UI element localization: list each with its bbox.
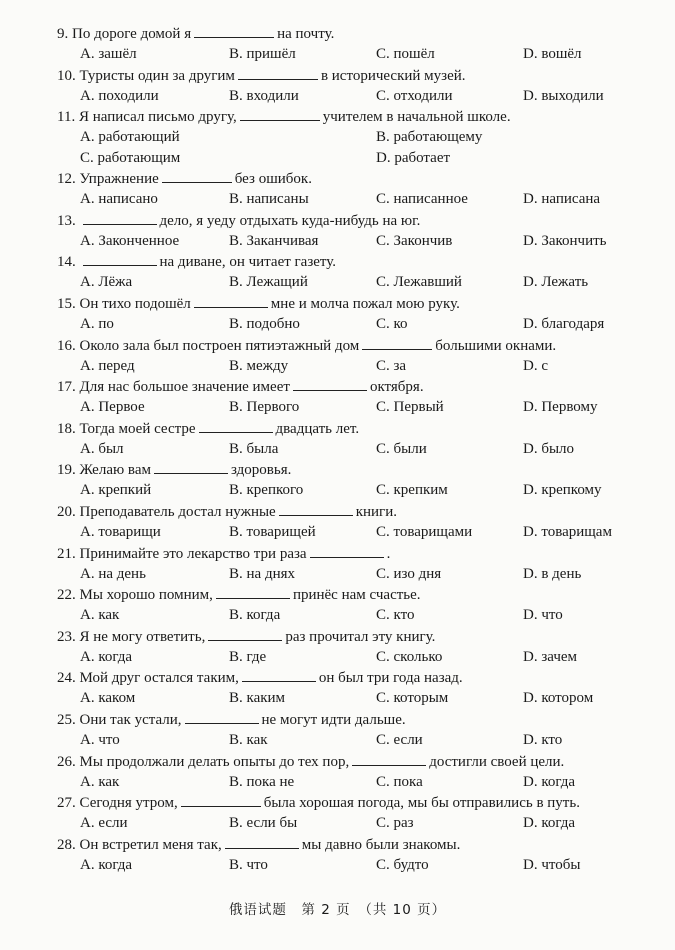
question-number: 14. — [57, 254, 76, 271]
option-d: D. Лежать — [523, 274, 589, 291]
question-item — [0, 252, 675, 294]
option-c: C. за — [376, 357, 407, 374]
option-c: C. пошёл — [376, 46, 435, 62]
option-d: D. котором — [523, 690, 594, 707]
question-number: 15. — [57, 295, 76, 312]
option-a: A. когда — [80, 856, 133, 873]
answer-blank — [83, 252, 157, 266]
question-text-after-blank: . — [386, 545, 391, 562]
option-d: D. когда — [523, 773, 576, 790]
option-a: A. перед — [80, 357, 135, 374]
question-stem — [57, 252, 336, 272]
option-a: A. как — [80, 773, 120, 790]
option-d: D. Закончить — [523, 232, 607, 249]
option-b: B. Заканчивая — [229, 232, 319, 249]
question-stem — [57, 627, 435, 647]
question-number: 17. — [57, 379, 76, 396]
option-a: A. если — [80, 815, 128, 832]
question-number: 23. — [57, 628, 76, 645]
option-b: B. когда — [229, 607, 281, 624]
question-item — [0, 377, 675, 419]
answer-blank — [208, 627, 282, 641]
question-text-after-blank: учителем в начальной школе. — [322, 109, 511, 126]
options-row — [0, 273, 675, 293]
question-text-after-blank: достигли своей цели. — [429, 753, 565, 770]
options-row — [0, 315, 675, 335]
question-stem — [57, 419, 359, 439]
answer-blank — [162, 169, 232, 183]
question-text-before-blank: Тогда моей сестре — [79, 420, 196, 437]
option-d: D. зачем — [523, 648, 578, 665]
option-b: B. Первого — [229, 399, 300, 416]
option-c: C. товарищами — [376, 523, 473, 540]
question-text-after-blank: на диване, он читает газету. — [159, 254, 337, 271]
question-number: 11. — [57, 109, 76, 126]
option-a: A. Законченное — [80, 232, 180, 249]
option-d: D. благодаря — [523, 315, 605, 332]
options-row — [0, 689, 675, 709]
option-a: A. когда — [80, 648, 133, 665]
question-item — [0, 211, 675, 253]
question-text-before-blank: Упражнение — [79, 171, 159, 188]
option-a: A. товарищи — [80, 523, 161, 540]
question-number: 21. — [57, 545, 76, 562]
answer-blank — [154, 460, 228, 474]
question-text-before-blank: Мой друг остался таким, — [79, 670, 239, 687]
options-row — [0, 814, 675, 834]
options-row — [0, 398, 675, 418]
question-item — [0, 24, 675, 66]
option-c: C. крепким — [376, 482, 448, 499]
question-text-after-blank: была хорошая погода, мы бы отправились в путь. — [263, 795, 580, 812]
answer-blank — [185, 710, 259, 724]
question-item — [0, 668, 675, 710]
question-text-after-blank: он был три года назад. — [318, 670, 463, 687]
option-d: D. что — [523, 607, 563, 624]
question-text-before-blank: Мы продолжали делать опыты до тех пор, — [79, 753, 350, 770]
question-text-after-blank: дело, я уеду отдыхать куда-нибудь на юг. — [159, 212, 421, 229]
option-b: B. входили — [229, 87, 299, 104]
question-number: 25. — [57, 711, 76, 728]
option-b: B. пока не — [229, 773, 295, 790]
answer-blank — [194, 24, 274, 38]
question-number: 27. — [57, 795, 76, 812]
options-row — [0, 481, 675, 501]
question-item — [0, 710, 675, 752]
question-item — [0, 752, 675, 794]
option-a: A. работающий — [80, 129, 180, 146]
option-c: C. были — [376, 440, 427, 457]
option-d: D. Первому — [523, 399, 598, 416]
question-item — [0, 585, 675, 627]
question-stem — [57, 107, 511, 127]
question-text-after-blank: принёс нам счастье. — [292, 587, 421, 604]
answer-blank — [279, 502, 353, 516]
question-item — [0, 169, 675, 211]
question-number: 26. — [57, 753, 76, 770]
question-text-before-blank: Сегодня утром, — [79, 795, 178, 812]
option-a: A. что — [80, 731, 120, 748]
option-c: C. сколько — [376, 648, 443, 665]
options-row — [0, 856, 675, 876]
question-number: 19. — [57, 462, 76, 479]
question-stem — [57, 377, 424, 397]
option-a: A. Лёжа — [80, 274, 133, 291]
option-c: C. ко — [376, 315, 408, 332]
option-d: D. когда — [523, 815, 576, 832]
answer-blank — [352, 752, 426, 766]
option-a: A. зашёл — [80, 46, 137, 62]
option-d: D. с — [523, 357, 548, 374]
answer-blank — [310, 544, 384, 558]
option-c: C. пока — [376, 773, 423, 790]
question-stem — [57, 502, 397, 522]
option-b: B. что — [229, 856, 268, 873]
question-stem — [57, 294, 460, 314]
answer-blank — [238, 66, 318, 80]
question-stem — [57, 24, 334, 44]
answer-blank — [216, 585, 290, 599]
option-c: C. работающим — [80, 150, 181, 167]
question-stem — [57, 460, 291, 480]
options-row — [0, 648, 675, 668]
option-a: A. как — [80, 607, 120, 624]
question-text-before-blank: Я не могу ответить, — [79, 628, 206, 645]
options-row — [0, 440, 675, 460]
question-stem — [57, 211, 420, 231]
question-text-after-blank: октября. — [369, 379, 424, 396]
option-b: B. написаны — [229, 191, 309, 208]
option-a: A. по — [80, 315, 114, 332]
option-c: C. Закончив — [376, 232, 453, 249]
question-number: 13. — [57, 212, 76, 229]
option-a: A. крепкий — [80, 482, 152, 499]
page-footer: 俄语试题 第 2 页 （共 10 页） — [228, 902, 447, 918]
question-stem — [57, 710, 406, 730]
question-number: 20. — [57, 503, 76, 520]
question-stem — [57, 835, 460, 855]
option-c: C. отходили — [376, 87, 453, 104]
option-d: D. выходили — [523, 87, 604, 104]
question-text-before-blank: Мы хорошо помним, — [79, 587, 213, 604]
option-d: D. написана — [523, 191, 601, 208]
option-c: C. которым — [376, 690, 449, 707]
option-b: B. между — [229, 357, 289, 374]
options-row — [0, 232, 675, 252]
option-d: D. работает — [376, 150, 451, 167]
options-row — [0, 565, 675, 585]
question-item — [0, 544, 675, 586]
question-text-before-blank: Желаю вам — [79, 462, 151, 479]
options-row — [0, 87, 675, 107]
option-b: B. на днях — [229, 565, 295, 582]
question-stem — [57, 336, 556, 356]
option-c: C. написанное — [376, 191, 468, 208]
question-text-before-blank: Преподаватель достал нужные — [79, 503, 276, 520]
option-c: C. будто — [376, 856, 429, 873]
question-text-before-blank: Я написал письмо другу, — [78, 109, 237, 126]
option-c: C. если — [376, 731, 423, 748]
answer-blank — [194, 294, 268, 308]
option-c: C. раз — [376, 815, 414, 832]
question-text-after-blank: без ошибок. — [234, 171, 312, 188]
question-text-before-blank: Около зала был построен пятиэтажный дом — [79, 337, 360, 354]
answer-blank — [242, 668, 316, 682]
question-text-after-blank: книги. — [355, 503, 397, 520]
question-item — [0, 460, 675, 502]
question-text-before-blank: Он встретил меня так, — [79, 836, 222, 853]
question-text-after-blank: в исторический музей. — [320, 67, 466, 84]
options-row — [0, 128, 675, 148]
question-number: 9. — [57, 26, 69, 42]
option-a: A. на день — [80, 565, 146, 582]
option-a: A. Первое — [80, 399, 145, 416]
option-a: A. написано — [80, 191, 158, 208]
question-stem — [57, 668, 463, 688]
question-text-after-blank: большими окнами. — [435, 337, 557, 354]
option-b: B. крепкого — [229, 482, 304, 499]
question-text-after-blank: здоровья. — [230, 462, 292, 479]
question-item — [0, 793, 675, 835]
options-row — [0, 523, 675, 543]
question-number: 22. — [57, 587, 76, 604]
question-text-after-blank: двадцать лет. — [275, 420, 360, 437]
option-d: D. в день — [523, 565, 582, 582]
question-number: 18. — [57, 420, 76, 437]
option-b: B. каким — [229, 690, 286, 707]
option-c: C. Лежавший — [376, 274, 462, 291]
option-b: B. Лежащий — [229, 274, 308, 291]
options-row — [0, 45, 675, 65]
option-c: C. кто — [376, 607, 415, 624]
question-text-after-blank: не могут идти дальше. — [261, 711, 406, 728]
answer-blank — [293, 377, 367, 391]
option-b: B. если бы — [229, 815, 298, 832]
options-row — [0, 357, 675, 377]
question-item — [0, 419, 675, 461]
question-item — [0, 107, 675, 169]
option-d: D. кто — [523, 731, 563, 748]
question-text-before-blank: По дороге домой я — [72, 26, 192, 42]
question-number: 24. — [57, 670, 76, 687]
question-text-after-blank: мне и молча пожал мою руку. — [270, 295, 460, 312]
question-item — [0, 835, 675, 877]
option-d: D. товарищам — [523, 523, 612, 540]
question-text-before-blank: Для нас большое значение имеет — [79, 379, 290, 396]
option-b: B. как — [229, 731, 268, 748]
question-item — [0, 336, 675, 378]
answer-blank — [362, 336, 432, 350]
option-a: A. каком — [80, 690, 136, 707]
question-number: 12. — [57, 171, 76, 188]
question-text-before-blank: Он тихо подошёл — [79, 295, 191, 312]
option-d: D. крепкому — [523, 482, 602, 499]
option-b: B. пришёл — [229, 46, 296, 62]
question-number: 10. — [57, 67, 76, 84]
option-b: B. подобно — [229, 315, 300, 332]
option-a: A. был — [80, 440, 124, 457]
answer-blank — [181, 793, 261, 807]
question-item — [0, 294, 675, 336]
option-d: D. чтобы — [523, 856, 581, 873]
question-stem — [57, 752, 564, 772]
option-a: A. походили — [80, 87, 159, 104]
options-row — [0, 606, 675, 626]
option-c: C. Первый — [376, 399, 444, 416]
option-b: B. товарищей — [229, 523, 316, 540]
option-b: B. работающему — [376, 129, 483, 146]
question-text-before-blank: Туристы один за другим — [79, 67, 235, 84]
options-row — [0, 149, 675, 169]
options-row — [0, 773, 675, 793]
question-text-before-blank: Принимайте это лекарство три раза — [79, 545, 307, 562]
question-stem — [57, 169, 312, 189]
question-item — [0, 66, 675, 108]
question-item — [0, 502, 675, 544]
question-text-after-blank: на почту. — [277, 26, 335, 42]
options-row — [0, 190, 675, 210]
answer-blank — [240, 107, 320, 121]
question-text-before-blank: Они так устали, — [79, 711, 182, 728]
question-stem — [57, 544, 390, 564]
question-number: 28. — [57, 836, 76, 853]
question-text-after-blank: мы давно были знакомы. — [301, 836, 461, 853]
option-d: D. вошёл — [523, 46, 582, 62]
answer-blank — [199, 419, 273, 433]
question-stem — [57, 793, 580, 813]
option-b: B. была — [229, 440, 279, 457]
options-row — [0, 731, 675, 751]
question-text-after-blank: раз прочитал эту книгу. — [285, 628, 436, 645]
question-item — [0, 627, 675, 669]
option-c: C. изо дня — [376, 565, 442, 582]
question-stem — [57, 66, 466, 86]
question-list — [0, 24, 675, 876]
answer-blank — [83, 211, 157, 225]
option-b: B. где — [229, 648, 267, 665]
option-d: D. было — [523, 440, 575, 457]
question-stem — [57, 585, 421, 605]
answer-blank — [225, 835, 299, 849]
question-number: 16. — [57, 337, 76, 354]
